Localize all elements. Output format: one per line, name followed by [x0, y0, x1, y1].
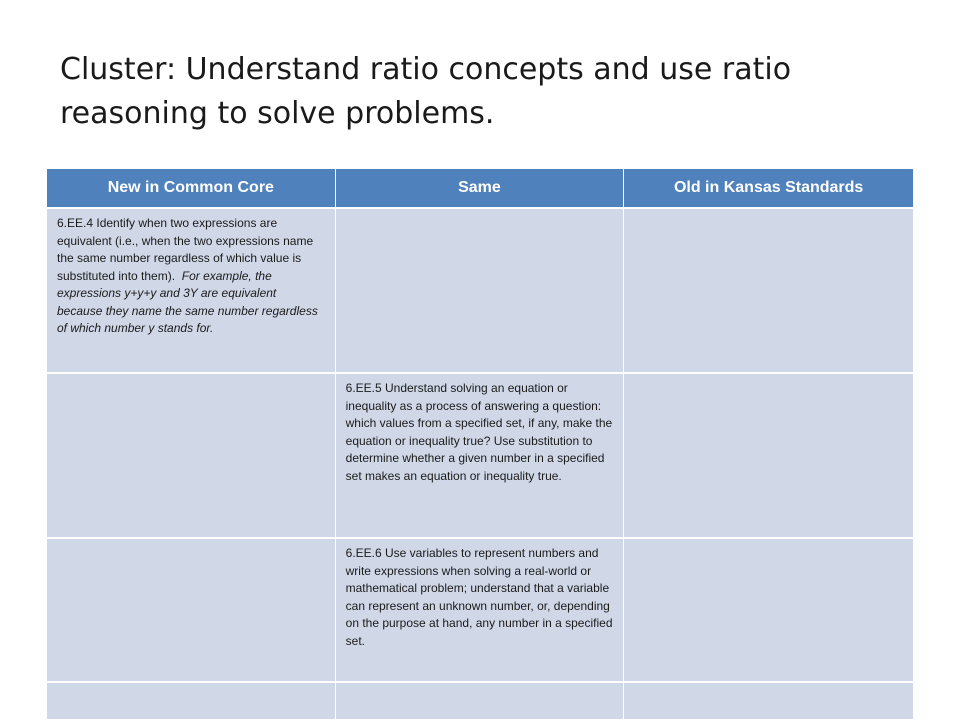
cell-same — [335, 208, 624, 373]
cell-new — [47, 538, 336, 682]
table-row — [47, 538, 914, 682]
cell-same: 6.EE.5 Understand solving an equation or inequality as a process of answering a question: which values from a specified set, if any, make the equation or inequality true? Use substitution to determine whether a given number in a specified set makes an equation or inequality true. — [335, 373, 624, 538]
cell-old — [624, 682, 914, 720]
table-header-row — [47, 169, 914, 209]
standard-example: For example, the expressions y+y+y and 3Y are equivalent because they name the same number regardless of which number y stands for. — [57, 268, 318, 335]
table-row — [47, 373, 914, 538]
cell-same: 6.EE.6 Use variables to represent numbers and write expressions when solving a real-world or mathematical problem; understand that a variable can represent an unknown number, or, depending on the purpose at hand, any number in a specified set. — [335, 538, 624, 682]
slide-title: Cluster: Understand ratio concepts and use ratio reasoning to solve problems. — [60, 52, 792, 131]
cell-new — [47, 682, 336, 720]
standards-table — [46, 168, 914, 720]
cell-old — [624, 208, 914, 373]
standard-text: 6.EE.4 Identify when two expressions are equivalent (i.e., when the two expressions name the same number regardless of which value is substituted into them). — [57, 216, 314, 283]
cell-new — [47, 373, 336, 538]
header-same: Same — [335, 169, 624, 209]
table-row — [47, 682, 914, 720]
cell-same — [335, 682, 624, 720]
cell-old — [624, 373, 914, 538]
cell-new — [47, 208, 336, 373]
table-row — [47, 208, 914, 373]
header-old-in-kansas-standards: Old in Kansas Standards — [624, 169, 914, 209]
cell-old — [624, 538, 914, 682]
header-new-in-common-core: New in Common Core — [47, 169, 336, 209]
